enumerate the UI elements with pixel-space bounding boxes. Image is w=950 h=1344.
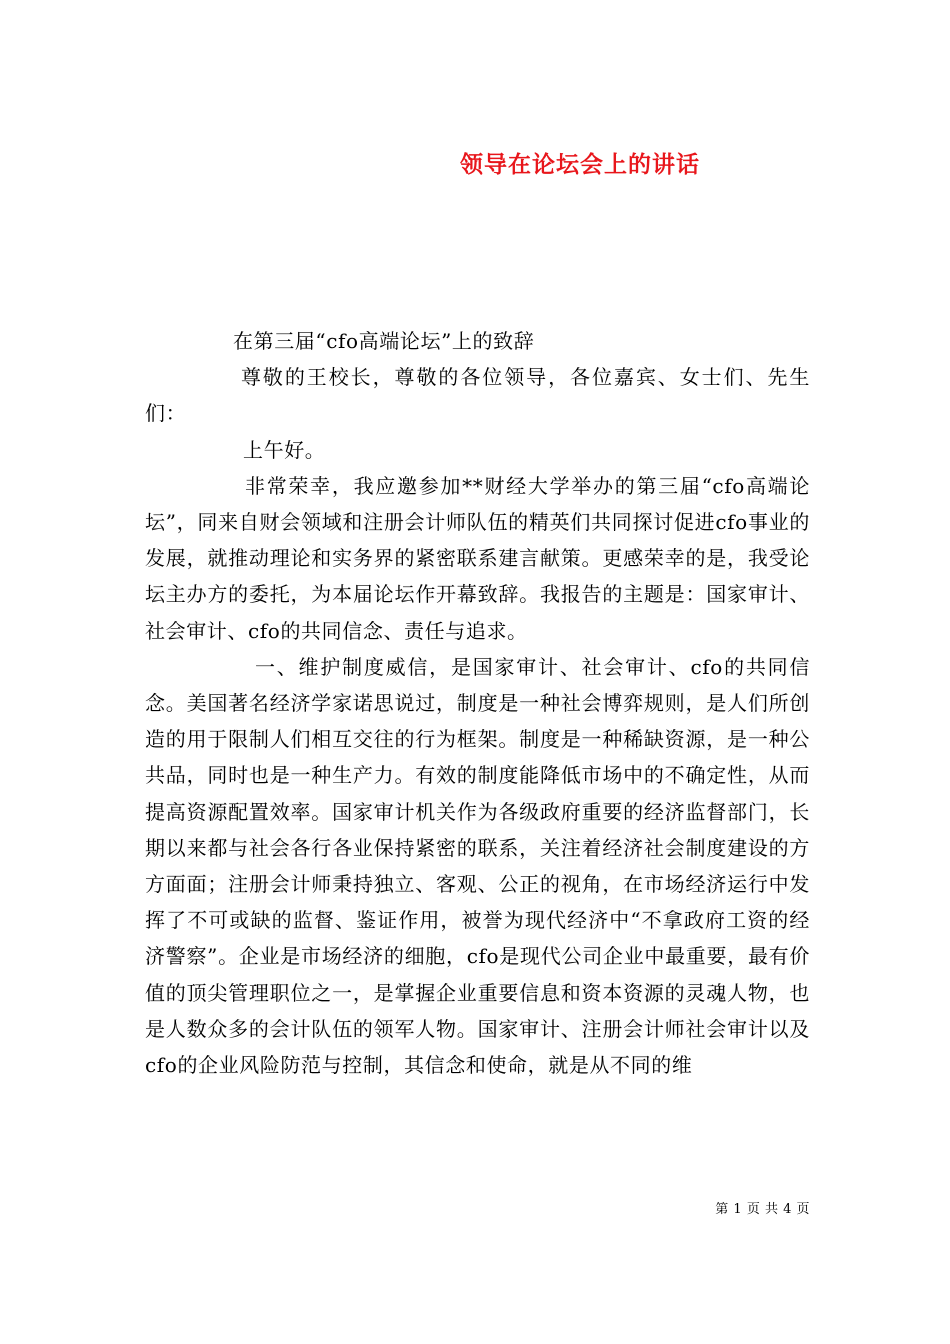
- speech-subtitle: 在第三届“cfo高端论坛”上的致辞: [233, 329, 535, 353]
- salutation-paragraph: 尊敬的王校长，尊敬的各位领导，各位嘉宾、女士们、先生们：: [145, 365, 810, 426]
- section-one-paragraph: 一、维护制度威信，是国家审计、社会审计、cfo的共同信念。美国著名经济学家诺思说过，制度是一种社会博弈规则，是人们所创造的用于限制人们相互交往的行为框架。制度是一种稀缺资源，是一种公共品，同时也是一种生产力。有效的制度能降低市场中的不确定性，从而提高资源配置效率。国家审计机关作为各级政府重要的经济监督部门，长期以来都与社会各行各业保持紧密的联系，关注着经济社会制度建设的方方面面；注册会计师秉持独立、客观、公正的视角，在市场经济运行中发挥了不可或缺的监督、鉴证作用，被誉为现代经济中“不拿政府工资的经济警察”。企业是市场经济的细胞，cfo是现代公司企业中最重要，最有价值的顶尖管理职位之一，是掌握企业重要信息和资本资源的灵魂人物，也是人数众多的会计队伍的领军人物。国家审计、注册会计师社会审计以及cfo的企业风险防范与控制，其信念和使命，就是从不同的维: [145, 654, 810, 1078]
- greeting-paragraph: 上午好。: [243, 437, 326, 462]
- page-number-footer: 第 1 页 共 4 页: [715, 1202, 810, 1217]
- document-body: [145, 323, 810, 1083]
- document-title: 领导在论坛会上的讲话: [460, 151, 700, 179]
- intro-paragraph: 非常荣幸，我应邀参加**财经大学举办的第三届“cfo高端论坛”，同来自财会领域和注册会计师队伍的精英们共同探讨促进cfo事业的发展，就推动理论和实务界的紧密联系建言献策。更感荣幸的是，我受论坛主办方的委托，为本届论坛作开幕致辞。我报告的主题是：国家审计、社会审计、cfo的共同信念、责任与追求。: [145, 473, 810, 643]
